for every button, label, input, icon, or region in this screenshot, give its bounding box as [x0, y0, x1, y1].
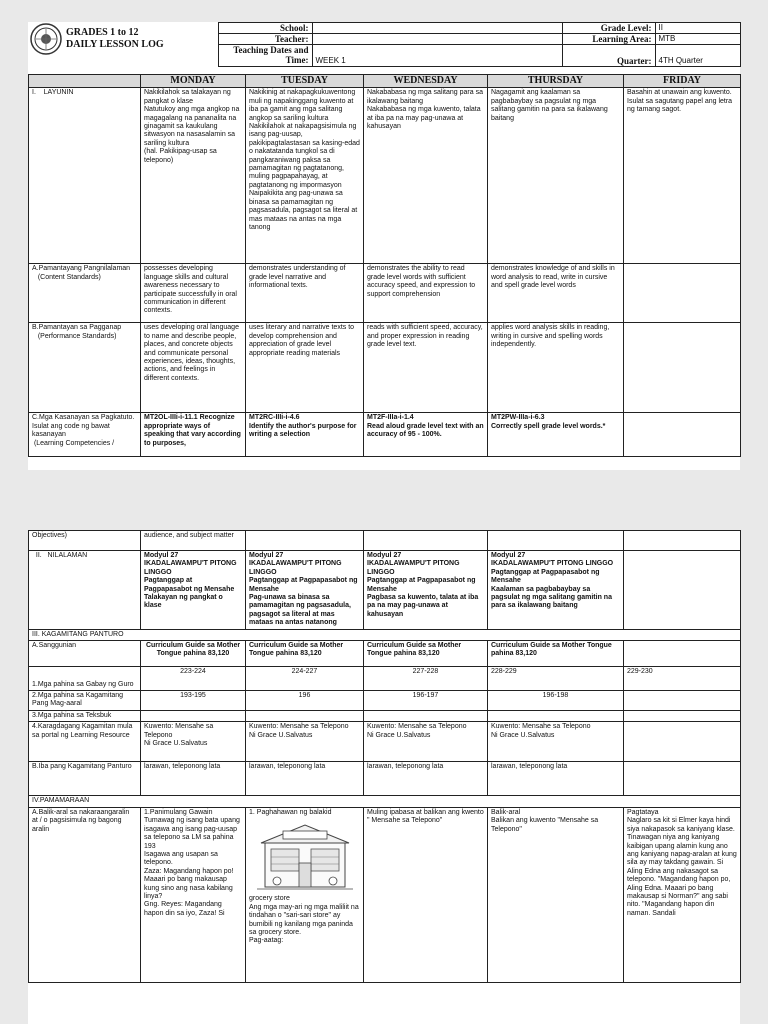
objectives-tuesday — [246, 531, 364, 551]
iba-pang-friday — [624, 762, 741, 796]
teacher-label: Teacher: — [218, 34, 312, 45]
gabay-wednesday: 227-228 — [364, 667, 488, 691]
objectives-monday: audience, and subject matter — [141, 531, 246, 551]
day-header-thursday: THURSDAY — [488, 75, 624, 88]
iba-pang-label: B.Iba pang Kagamitang Panturo — [29, 762, 141, 796]
objectives-thursday — [488, 531, 624, 551]
teksbuk-wednesday — [364, 711, 488, 722]
performance-standards-label: B.Pamantayan sa Pagganap (Performance Standards) — [29, 323, 141, 413]
mag-aaral-label: 2.Mga pahina sa Kagamitang Pang Mag-aaral — [29, 691, 141, 711]
content-friday — [624, 264, 741, 323]
form-title-line2: DAILY LESSON LOG — [66, 38, 164, 50]
content-standards-label: A.Pamantayang Pangnilalaman (Content Standards) — [29, 264, 141, 323]
teacher-value[interactable] — [312, 34, 562, 45]
sanggunian-wednesday: Curriculum Guide sa Mother Tongue pahina 83,120 — [364, 641, 488, 667]
competencies-tuesday: MT2RC-IIIi-i-4.6 Identify the author's purpose for writing a selection — [246, 413, 364, 457]
layunin-row — [29, 88, 741, 264]
karagdagang-wednesday: Kuwento: Mensahe sa Telepono Ni Grace U.Salvatus — [364, 722, 488, 762]
balik-aral-monday: 1.Panimulang Gawain Tumawag ng isang bata upang isagawa ang isang pag-uusap sa telepono sa LM sa pahina 193 Isagawa ang usapan sa telepono. Zaza: Magandang hapon po! Maaari po bang makausap kung sino ang nasa kabilang linya? Gng. Reyes: Magandang hapon din sa iyo, Zaza! Si — [141, 807, 246, 982]
lesson-log-page-2 — [28, 530, 740, 1024]
teksbuk-thursday — [488, 711, 624, 722]
header-table — [28, 22, 741, 67]
mag-aaral-friday — [624, 691, 741, 711]
quarter-label: Quarter: — [562, 45, 655, 67]
layunin-friday: Basahin at unawain ang kuwento. Isulat sa sagutang papel ang letra ng tamang sagot. — [624, 88, 741, 264]
school-value[interactable] — [312, 23, 562, 34]
balik-aral-row — [29, 807, 741, 982]
sanggunian-tuesday: Curriculum Guide sa Mother Tongue pahina 83,120 — [246, 641, 364, 667]
performance-thursday: applies word analysis skills in reading, writing in cursive and spelling words independently. — [488, 323, 624, 413]
layunin-tuesday: Nakikinig at nakapagkukuwentong muli ng napakinggang kuwento at iba pa gamit ang mga salitang angkop sa sariling kultura Nakikilahok at nakapagsisimula ng isang pag-uusap, pakikipagtalastasan sa kasing-edad o nakatatanda tungkol sa di pangkaraniwang paksa sa pamamagitan ng pagtatanong, muling pagpapahayag, at pagtatanong ng impormasyon Naipakikita ang pag-unawa sa binasa sa pamamagitan ng pagsasadula, pagsagot sa literal at mas mataas na antas na mga tanong — [246, 88, 364, 264]
nilalaman-wednesday: Modyul 27 IKADALAWAMPU'T PITONG LINGGO Pagtanggap at Pagpapasabot ng Mensahe Pagbasa sa kuwento, talata at iba pa na may pag-unawa at kahusayan — [364, 551, 488, 630]
teksbuk-tuesday — [246, 711, 364, 722]
sanggunian-label: A.Sanggunian — [29, 641, 141, 667]
day-header-wednesday: WEDNESDAY — [364, 75, 488, 88]
karagdagang-thursday: Kuwento: Mensahe sa Telepono Ni Grace U.Salvatus — [488, 722, 624, 762]
pamamaraan-section-row — [29, 796, 741, 807]
day-header-row — [29, 75, 741, 88]
nilalaman-thursday: Modyul 27 IKADALAWAMPU'T PITONG LINGGO Pagtanggap at Pagpapasabot ng Mensahe Kaalaman sa pagbabaybay sa pagsulat ng mga salitang gamitin na para sa ikalawang baitang — [488, 551, 624, 630]
day-header-tuesday: TUESDAY — [246, 75, 364, 88]
teksbuk-monday — [141, 711, 246, 722]
quarter-value[interactable]: 4TH Quarter — [655, 45, 740, 67]
sanggunian-friday — [624, 641, 741, 667]
gabay-thursday: 228-229 — [488, 667, 624, 691]
karagdagang-tuesday: Kuwento: Mensahe sa Telepono Ni Grace U.Salvatus — [246, 722, 364, 762]
kagamitan-section-label: III. KAGAMITANG PANTURO — [29, 629, 741, 640]
layunin-monday: Nakikilahok sa talakayan ng pangkat o klase Natutukoy ang mga angkop na magagalang na pananalita na ginagamit sa kaukulang sitwasyon na nasasalamin sa sariling kultura (hal. Pakikipag-usap sa telepono) — [141, 88, 246, 264]
teaching-dates-label: Teaching Dates and Time: — [218, 45, 312, 67]
content-thursday: demonstrates knowledge of and skills in word analysis to read, write in cursive and spell grade level words — [488, 264, 624, 323]
balik-aral-tuesday — [246, 807, 364, 982]
gabay-monday: 223-224 — [141, 667, 246, 691]
nilalaman-friday — [624, 551, 741, 630]
gabay-row — [29, 667, 741, 691]
teksbuk-label: 3.Mga pahina sa Teksbuk — [29, 711, 141, 722]
mag-aaral-thursday: 196-198 — [488, 691, 624, 711]
objectives-friday — [624, 531, 741, 551]
karagdagang-monday: Kuwento: Mensahe sa Telepono Ni Grace U.Salvatus — [141, 722, 246, 762]
competencies-row — [29, 413, 741, 457]
competencies-label: C.Mga Kasanayan sa Pagkatuto. Isulat ang code ng bawat kasanayan (Learning Competencies / — [29, 413, 141, 457]
karagdagang-label: 4.Karagdagang Kagamitan mula sa portal ng Learning Resource — [29, 722, 141, 762]
competencies-monday: MT2OL-IIIi-i-11.1 Recognize appropriate ways of speaking that vary according to purposes, — [141, 413, 246, 457]
content-tuesday: demonstrates understanding of grade level narrative and informational texts. — [246, 264, 364, 323]
performance-monday: uses developing oral language to name and describe people, places, and concrete objects and communicate personal experiences, ideas, thoughts, actions, and feelings in different contexts. — [141, 323, 246, 413]
balik-aral-friday: Pagtataya Naglaro sa kit si Elmer kaya hindi siya nakapasok sa kaniyang klase. Tinawagan niya ang kaniyang kaibigan upang alamin kung ano ang kaniyang napag-aralan at kung sila ay may takdang gawain. Si Aling Edna ang nakasagot sa telepono. "Magandang hapon po, Aling Edna. Maaari po bang makausap si Norman?" ang sabi nito. "Magandang hapon din naman. Sandali — [624, 807, 741, 982]
content-monday: possesses developing language skills and cultural awareness necessary to participate successfully in oral communication in different contexts. — [141, 264, 246, 323]
mag-aaral-wednesday: 196-197 — [364, 691, 488, 711]
iba-pang-monday: larawan, teleponong lata — [141, 762, 246, 796]
nilalaman-row — [29, 551, 741, 630]
competencies-thursday: MT2PW-IIIa-i-6.3 Correctly spell grade level words.* — [488, 413, 624, 457]
learning-area-value[interactable]: MTB — [655, 34, 740, 45]
karagdagang-friday — [624, 722, 741, 762]
mag-aaral-monday: 193-195 — [141, 691, 246, 711]
content-standards-row — [29, 264, 741, 323]
kagamitan-section-row — [29, 629, 741, 640]
balik-aral-tuesday-bottom: grocery store Ang mga may-ari ng mga maliliit na tindahan o "sari-sari store" ay bumibili ng kanilang mga paninda sa grocery store. Pag-aatag: — [249, 895, 359, 945]
competencies-friday — [624, 413, 741, 457]
performance-friday — [624, 323, 741, 413]
form-title-line1: GRADES 1 to 12 — [66, 26, 139, 38]
layunin-thursday: Nagagamit ang kaalaman sa pagbabaybay sa pagsulat ng mga salitang gamitin na para sa ikalawang baitang — [488, 88, 624, 264]
gabay-friday: 229-230 — [624, 667, 741, 691]
gabay-label: 1.Mga pahina sa Gabay ng Guro — [29, 667, 141, 691]
gabay-tuesday: 224-227 — [246, 667, 364, 691]
iba-pang-row — [29, 762, 741, 796]
mag-aaral-tuesday: 196 — [246, 691, 364, 711]
pamamaraan-section-label: IV.PAMAMARAAN — [29, 796, 741, 807]
grade-level-label: Grade Level: — [562, 23, 655, 34]
iba-pang-tuesday: larawan, teleponong lata — [246, 762, 364, 796]
content-wednesday: demonstrates the ability to read grade level words with sufficient accuracy speed, and expression to support comprehension — [364, 264, 488, 323]
balik-aral-label: A.Balik-aral sa nakaraangaralin at / o pagsisimula ng bagong aralin — [29, 807, 141, 982]
objectives-wednesday — [364, 531, 488, 551]
teksbuk-friday — [624, 711, 741, 722]
deped-seal-icon — [30, 23, 62, 55]
grocery-store-illustration — [253, 819, 357, 893]
lesson-log-page-1 — [28, 22, 740, 470]
nilalaman-monday: Modyul 27 IKADALAWAMPU'T PITONG LINGGO Pagtanggap at Pagpapasabot ng Mensahe Talakayan ng pangkat o klase — [141, 551, 246, 630]
performance-wednesday: reads with sufficient speed, accuracy, and proper expression in reading grade level text. — [364, 323, 488, 413]
nilalaman-tuesday: Modyul 27 IKADALAWAMPU'T PITONG LINGGO Pagtanggap at Pagpapasabot ng Mensahe Pag-unawa sa binasa sa pamamagitan ng pagsasadula, pagsagot sa literal at mas mataas na antas natanong — [246, 551, 364, 630]
grade-level-value[interactable]: II — [655, 23, 740, 34]
performance-tuesday: uses literary and narrative texts to develop comprehension and appreciation of grade level appropriate reading materials — [246, 323, 364, 413]
header-logo-area — [28, 23, 218, 67]
balik-aral-thursday: Balik-aral Balikan ang kuwento "Mensahe sa Telepono" — [488, 807, 624, 982]
lesson-table-page-2 — [28, 530, 741, 983]
objectives-label: Objectives) — [29, 531, 141, 551]
mag-aaral-row — [29, 691, 741, 711]
day-header-friday: FRIDAY — [624, 75, 741, 88]
sanggunian-row — [29, 641, 741, 667]
school-label: School: — [218, 23, 312, 34]
karagdagang-row — [29, 722, 741, 762]
lesson-table-page-1 — [28, 74, 741, 457]
day-header-blank — [29, 75, 141, 88]
objectives-row — [29, 531, 741, 551]
day-header-monday: MONDAY — [141, 75, 246, 88]
teksbuk-row — [29, 711, 741, 722]
competencies-wednesday: MT2F-IIIa-i-1.4 Read aloud grade level text with an accuracy of 95 - 100%. — [364, 413, 488, 457]
balik-aral-tuesday-top: 1. Paghahawan ng balakid — [249, 808, 332, 816]
teaching-dates-value[interactable]: WEEK 1 — [312, 45, 562, 67]
iba-pang-wednesday: larawan, teleponong lata — [364, 762, 488, 796]
iba-pang-thursday: larawan, teleponong lata — [488, 762, 624, 796]
balik-aral-wednesday: Muling ipabasa at balikan ang kwento " Mensahe sa Telepono" — [364, 807, 488, 982]
sanggunian-thursday: Curriculum Guide sa Mother Tongue pahina 83,120 — [488, 641, 624, 667]
sanggunian-monday: Curriculum Guide sa Mother Tongue pahina 83,120 — [141, 641, 246, 667]
performance-standards-row — [29, 323, 741, 413]
nilalaman-label: II. NILALAMAN — [29, 551, 141, 630]
layunin-wednesday: Nakababasa ng mga salitang para sa ikalawang baitang Nakababasa ng mga kuwento, talata at iba pa na may pag-unawa at kahusayan — [364, 88, 488, 264]
learning-area-label: Learning Area: — [562, 34, 655, 45]
layunin-label: I. LAYUNIN — [29, 88, 141, 264]
